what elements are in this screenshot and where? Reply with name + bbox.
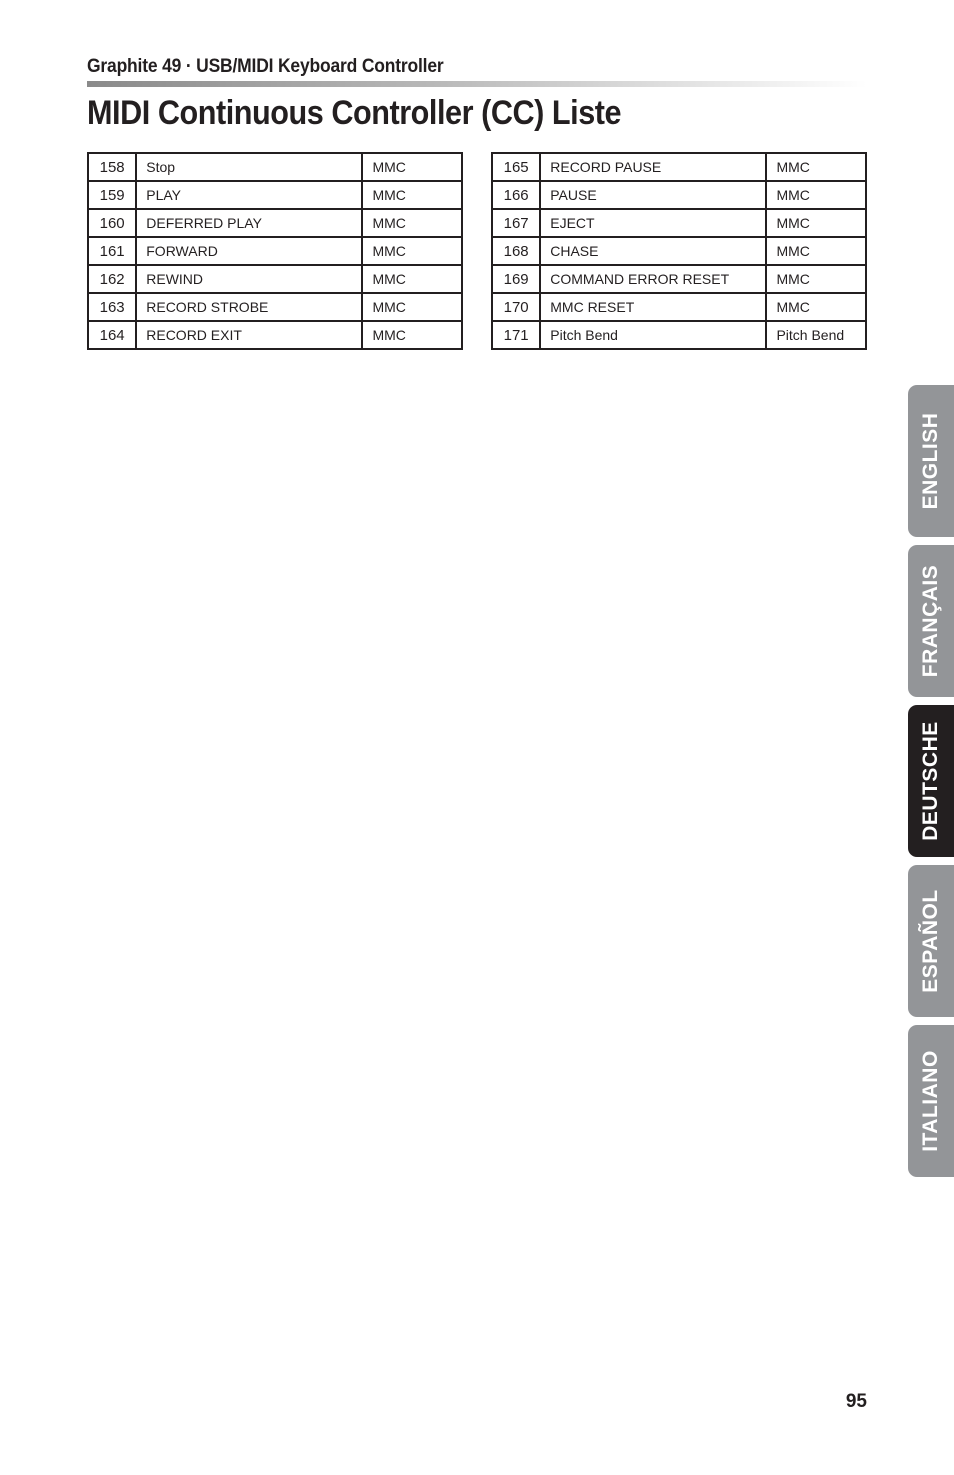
cc-type: MMC [362, 153, 462, 181]
table-row [492, 265, 866, 293]
cc-type: MMC [766, 209, 866, 237]
page-number: 95 [845, 1391, 867, 1412]
table-row [492, 153, 866, 181]
page-title: MIDI Continuous Controller (CC) Liste [87, 94, 622, 132]
cc-type: MMC [766, 153, 866, 181]
cc-number: 169 [492, 265, 540, 293]
cc-table-left [87, 152, 463, 350]
header-rule [87, 81, 867, 87]
cc-type: MMC [362, 181, 462, 209]
table-row [492, 321, 866, 349]
table-row [492, 181, 866, 209]
cc-type: MMC [362, 209, 462, 237]
table-row [88, 153, 462, 181]
table-row [492, 209, 866, 237]
cc-type: MMC [766, 293, 866, 321]
cc-number: 165 [492, 153, 540, 181]
cc-type: MMC [362, 237, 462, 265]
cc-number: 168 [492, 237, 540, 265]
lang-tab-label: ESPAÑOL [919, 889, 942, 993]
table-row [88, 321, 462, 349]
cc-number: 166 [492, 181, 540, 209]
lang-tab-label: DEUTSCHE [919, 721, 942, 841]
table-row [88, 293, 462, 321]
cc-name: Stop [136, 153, 362, 181]
cc-name: PLAY [136, 181, 362, 209]
lang-tab-italiano[interactable] [908, 1025, 954, 1177]
lang-tab-label: ENGLISH [919, 412, 942, 510]
cc-number: 163 [88, 293, 136, 321]
cc-type: MMC [766, 265, 866, 293]
table-row [88, 209, 462, 237]
cc-name: FORWARD [136, 237, 362, 265]
cc-number: 160 [88, 209, 136, 237]
cc-table-right [491, 152, 867, 350]
table-row [88, 181, 462, 209]
lang-tab-label: FRANÇAIS [919, 564, 942, 678]
cc-name: MMC RESET [540, 293, 766, 321]
table-row [492, 293, 866, 321]
table-row [88, 265, 462, 293]
table-row [492, 237, 866, 265]
cc-type: MMC [766, 237, 866, 265]
cc-name: COMMAND ERROR RESET [540, 265, 766, 293]
cc-type: MMC [362, 265, 462, 293]
cc-name: PAUSE [540, 181, 766, 209]
cc-name: REWIND [136, 265, 362, 293]
cc-number: 159 [88, 181, 136, 209]
cc-name: EJECT [540, 209, 766, 237]
cc-type: MMC [362, 293, 462, 321]
cc-name: RECORD EXIT [136, 321, 362, 349]
cc-name: RECORD STROBE [136, 293, 362, 321]
cc-number: 161 [88, 237, 136, 265]
cc-number: 171 [492, 321, 540, 349]
lang-tab-english[interactable] [908, 385, 954, 537]
document-subtitle: Graphite 49 · USB/MIDI Keyboard Controller [87, 56, 444, 77]
cc-name: Pitch Bend [540, 321, 766, 349]
cc-type: MMC [362, 321, 462, 349]
lang-tab-espanol[interactable] [908, 865, 954, 1017]
cc-number: 164 [88, 321, 136, 349]
cc-number: 170 [492, 293, 540, 321]
cc-name: RECORD PAUSE [540, 153, 766, 181]
cc-name: DEFERRED PLAY [136, 209, 362, 237]
table-row [88, 237, 462, 265]
lang-tab-deutsche[interactable] [908, 705, 954, 857]
cc-type: MMC [766, 181, 866, 209]
cc-number: 158 [88, 153, 136, 181]
cc-name: CHASE [540, 237, 766, 265]
cc-number: 162 [88, 265, 136, 293]
cc-number: 167 [492, 209, 540, 237]
cc-type: Pitch Bend [766, 321, 866, 349]
lang-tab-francais[interactable] [908, 545, 954, 697]
lang-tab-label: ITALIANO [919, 1050, 942, 1152]
